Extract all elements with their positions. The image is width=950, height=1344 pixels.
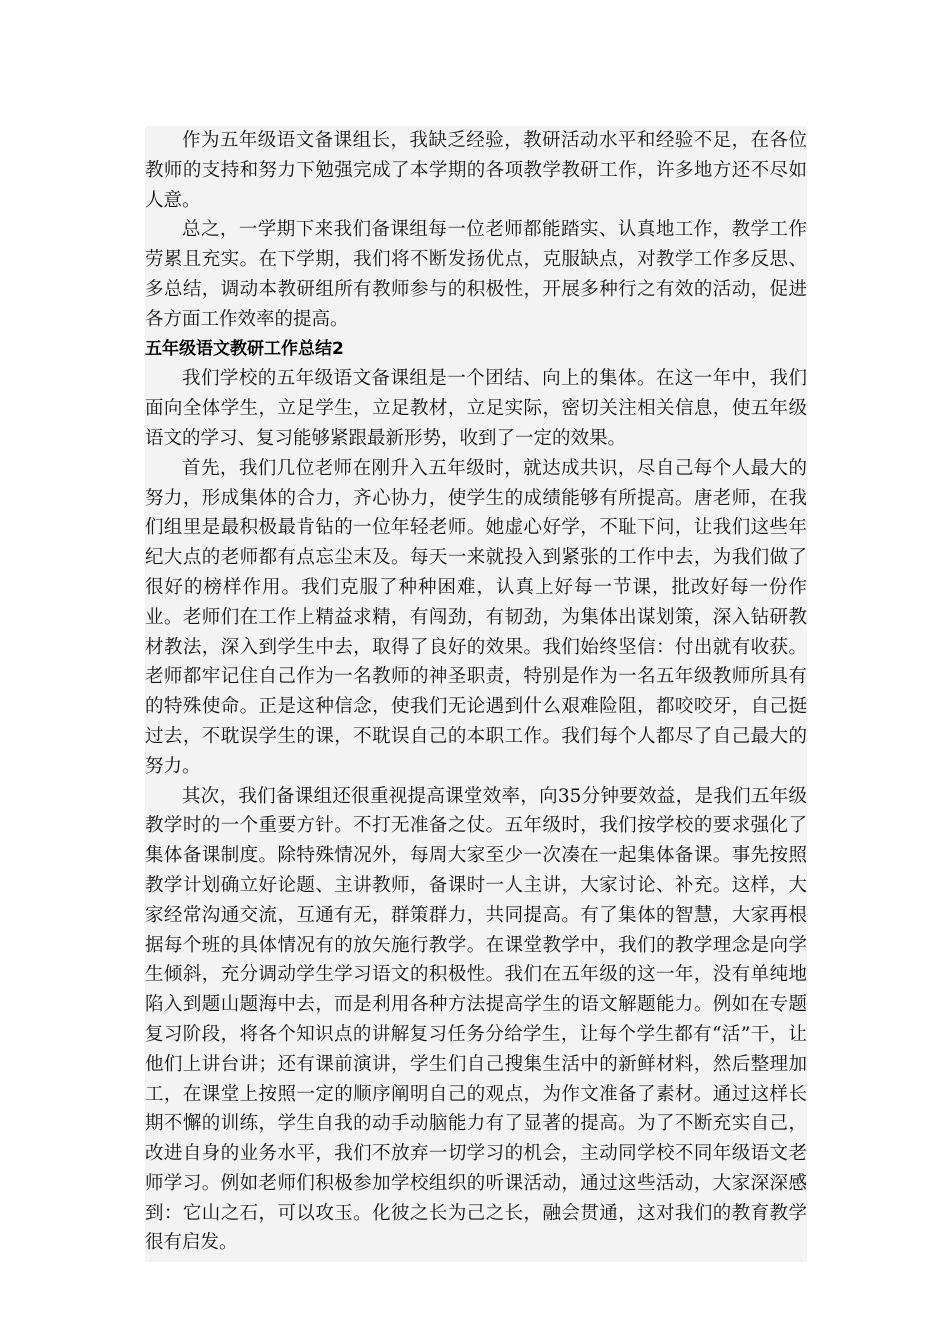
paragraph-body-2: 首先，我们几位老师在刚升入五年级时，就达成共识，尽自己每个人最大的努力，形成集体的合力，齐心协力，使学生的成绩能够有所提高。唐老师，在我们组里是最积极最肯钻的一位年轻老师。她虚心好学，不耻下问，让我们这些年纪大点的老师都有点忘尘末及。每天一来就投入到紧张的工作中去，为我们做了很好的榜样作用。我们克服了种种困难，认真上好每一节课，批改好每一份作业。老师们在工作上精益求精，有闯劲，有韧劲，为集体出谋划策，深入钻研教材教法，深入到学生中去，取得了良好的效果。我们始终坚信：付出就有收获。老师都牢记住自己作为一名教师的神圣职责，特别是作为一名五年级教师所具有的特殊使命。正是这种信念，使我们无论遇到什么艰难险阻，都咬咬牙，自己挺过去，不耽误学生的课，不耽误自己的本职工作。我们每个人都尽了自己最大的努力。 [145, 457, 807, 777]
paragraph-intro-1: 作为五年级语文备课组长，我缺乏经验，教研活动水平和经验不足，在各位教师的支持和努力下勉强完成了本学期的各项教学教研工作，许多地方还不尽如人意。 [145, 130, 807, 211]
section-heading: 五年级语文教研工作总结2 [145, 338, 344, 359]
paragraph-body-3: 其次，我们备课组还很重视提高课堂效率，向35分钟要效益，是我们五年级教学时的一个重要方针。不打无准备之仗。五年级时，我们按学校的要求强化了集体备课制度。除特殊情况外，每周大家至少一次凑在一起集体备课。事先按照教学计划确立好论题、主讲教师，备课时一人主讲，大家讨论、补充。这样，大家经常沟通交流，互通有无，群策群力，共同提高。有了集体的智慧，大家再根据每个班的具体情况有的放矢施行教学。在课堂教学中，我们的教学理念是向学生倾斜，充分调动学生学习语文的积极性。我们在五年级的这一年，没有单纯地陷入到题山题海中去，而是利用各种方法提高学生的语文解题能力。例如在专题复习阶段，将各个知识点的讲解复习任务分给学生，让每个学生都有“活”干，让他们上讲台讲；还有课前演讲，学生们自己搜集生活中的新鲜材料，然后整理加工，在课堂上按照一定的顺序阐明自己的观点，为作文准备了素材。通过这样长期不懈的训练，学生自我的动手动脑能力有了显著的提高。为了不断充实自己，改进自身的业务水平，我们不放弃一切学习的机会，主动同学校不同年级语文老师学习。例如老师们积极参加学校组织的听课活动，通过这些活动，大家深深感到：它山之石，可以攻玉。化彼之长为己之长，融会贯通，这对我们的教育教学很有启发。 [145, 785, 807, 1254]
paragraph-intro-2: 总之，一学期下来我们备课组每一位老师都能踏实、认真地工作，教学工作劳累且充实。在下学期，我们将不断发扬优点，克服缺点，对教学工作多反思、多总结，调动本教研组所有教师参与的积极性，开展多种行之有效的活动，促进各方面工作效率的提高。 [145, 219, 807, 330]
paragraph-body-1: 我们学校的五年级语文备课组是一个团结、向上的集体。在这一年中，我们面向全体学生，立足学生，立足教材，立足实际，密切关注相关信息，使五年级语文的学习、复习能够紧跟最新形势，收到了一定的效果。 [145, 368, 807, 449]
document-body [145, 126, 807, 1262]
